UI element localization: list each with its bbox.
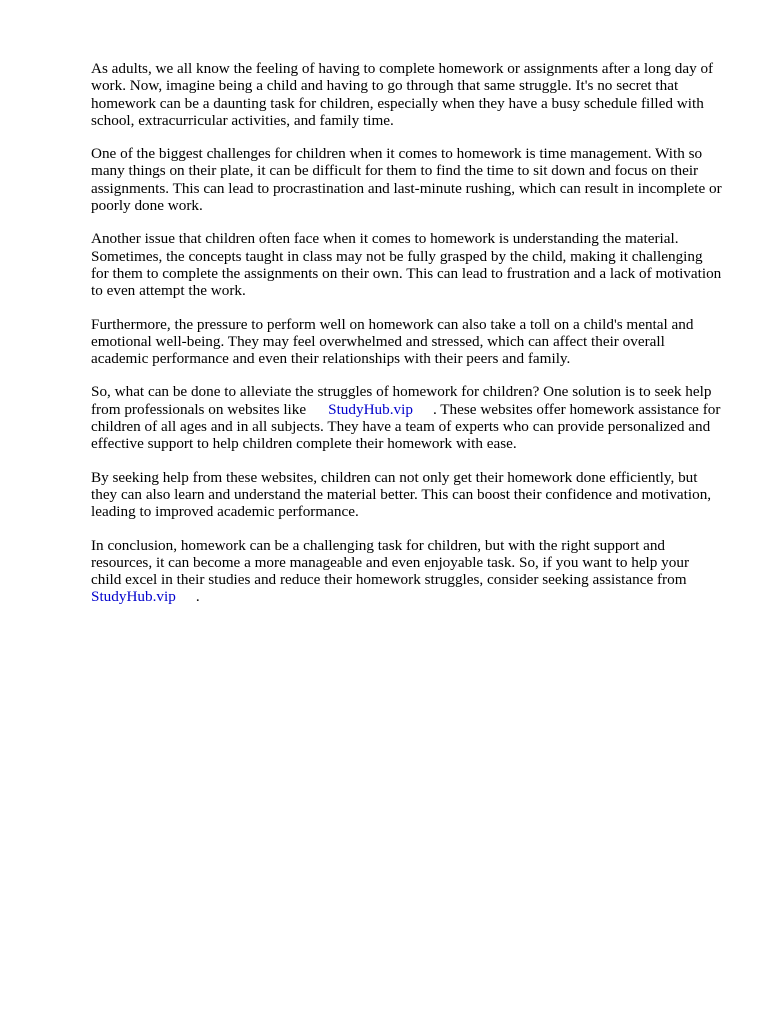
document-body	[91, 60, 723, 622]
paragraph-conclusion-text-after: .	[195, 588, 200, 606]
paragraph-solution	[91, 383, 723, 452]
paragraph-conclusion	[91, 537, 723, 606]
paragraph-solution-text-after: . These websites offer homework assistance for children of all ages and in all subjects. They have a team of experts who can provide personalized and effective support to help children complete their homework with ease.	[91, 400, 721, 453]
paragraph-time-management: One of the biggest challenges for children when it comes to homework is time management. With so many things on their plate, it can be difficult for them to find the time to sit down and focus on their assignments. This can lead to procrastination and last-minute rushing, which can result in incomplete or poorly done work.	[91, 145, 722, 215]
paragraph-solution-text-before: So, what can be done to alleviate the struggles of homework for children? One solution is to seek help from professionals on websites like	[91, 383, 712, 418]
paragraph-benefits: By seeking help from these websites, children can not only get their homework done efficiently, but they can also learn and understand the material better. This can boost their confidence and motivation, leading to improved academic performance.	[91, 468, 712, 521]
studyhub-link-conclusion[interactable]: StudyHub.vip	[91, 588, 176, 606]
studyhub-link[interactable]: StudyHub.vip	[328, 400, 413, 418]
paragraph-intro: As adults, we all know the feeling of having to complete homework or assignments after a long day of work. Now, imagine being a child and having to go through that same struggle. It's no secret that homework can be a daunting task for children, especially when they have a busy schedule filled with school, extracurricular activities, and family time.	[91, 60, 714, 129]
paragraph-pressure: Furthermore, the pressure to perform well on homework can also take a toll on a child's mental and emotional well-being. They may feel overwhelmed and stressed, which can affect their overall academic performance and even their relationships with their peers and family.	[91, 315, 694, 368]
paragraph-conclusion-text-before: In conclusion, homework can be a challenging task for children, but with the right support and resources, it can become a more manageable and even enjoyable task. So, if you want to help your child excel in their studies and reduce their homework struggles, consider seeking assistance from	[91, 536, 690, 589]
paragraph-understanding: Another issue that children often face when it comes to homework is understanding the material. Sometimes, the concepts taught in class may not be fully grasped by the child, making it challenging for them to complete the assignments on their own. This can lead to frustration and a lack of motivation to even attempt the work.	[91, 230, 722, 300]
